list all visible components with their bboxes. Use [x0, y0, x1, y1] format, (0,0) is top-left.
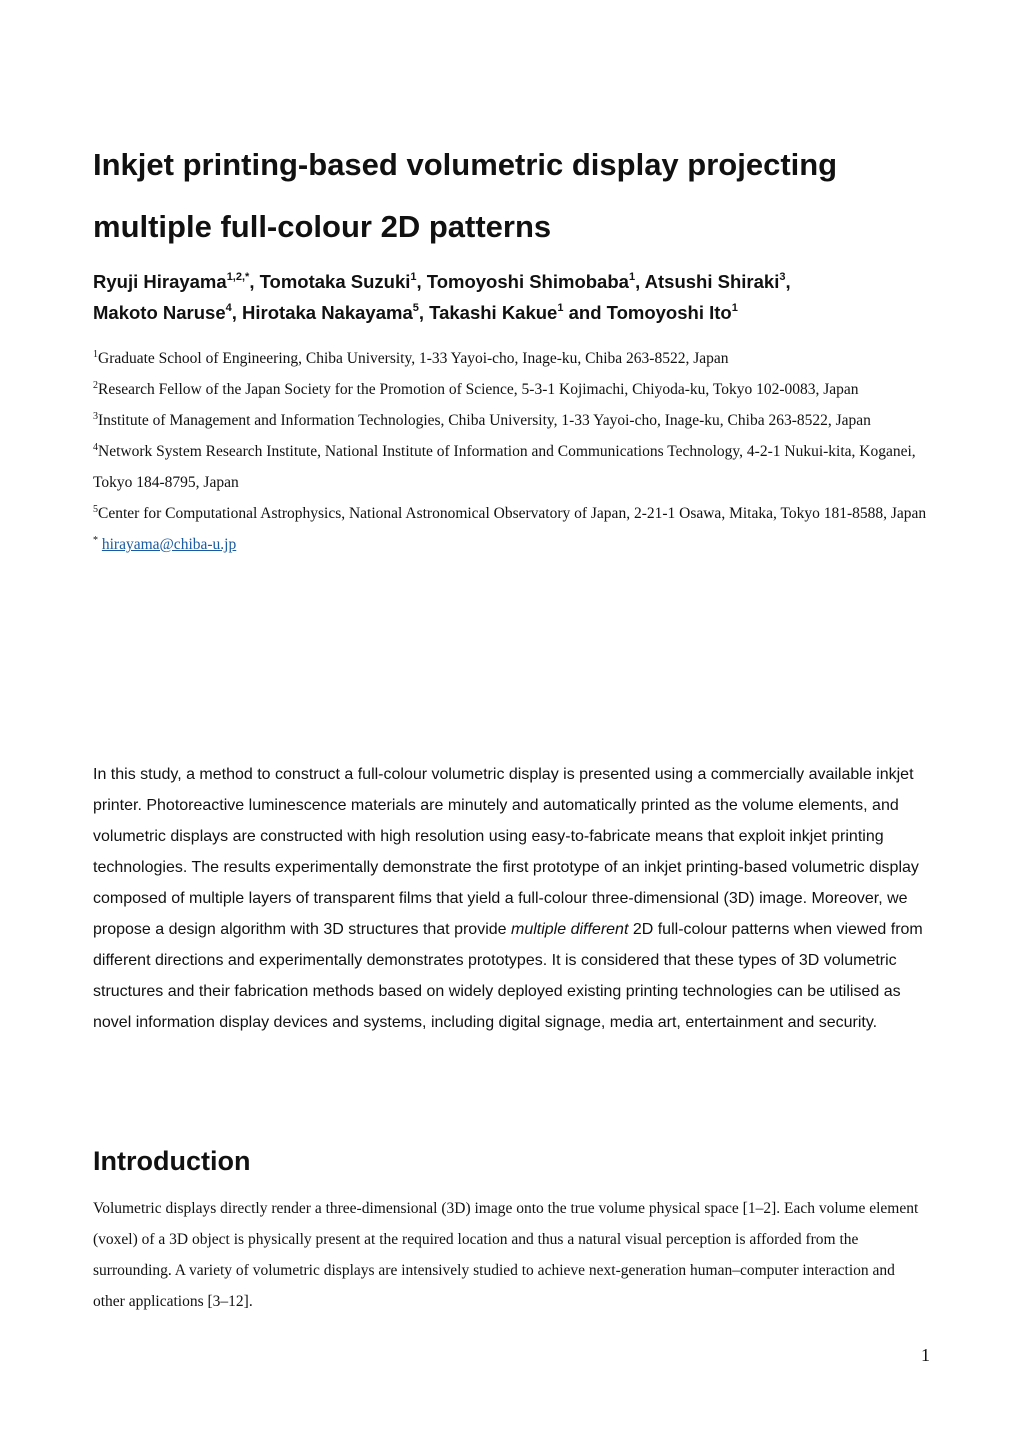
author-name: Makoto Naruse [93, 302, 226, 323]
author-name: Tomotaka Suzuki [259, 271, 411, 292]
affiliation-text: Research Fellow of the Japan Society for the Promotion of Science, 5-3-1 Kojimachi, Chiyoda-ku, Tokyo 102-0083, Japan [98, 381, 859, 398]
correspondence-line [93, 529, 933, 560]
affiliation-item [93, 498, 933, 529]
author-affiliation-mark: 5 [412, 302, 419, 314]
affiliation-list [93, 343, 933, 560]
affiliation-text: Graduate School of Engineering, Chiba University, 1-33 Yayoi-cho, Inage-ku, Chiba 263-8522, Japan [98, 350, 729, 367]
affiliation-item [93, 374, 933, 405]
section-heading-introduction: Introduction [93, 1146, 251, 1176]
author-affiliation-mark: 1,2,* [226, 271, 250, 283]
affiliation-number: 2 [93, 380, 98, 391]
affiliation-text: Network System Research Institute, National Institute of Information and Communications Technology, 4-2-1 Nukui-kita, Koganei, Tokyo 184-8795, Japan [93, 443, 916, 491]
paper-title: Inkjet printing-based volumetric display projecting multiple full-colour 2D patterns [93, 147, 838, 244]
author-affiliation-mark: 3 [779, 271, 786, 283]
author-affiliation-mark: 1 [410, 271, 417, 283]
affiliation-number: 4 [93, 442, 98, 453]
abstract [93, 759, 938, 1038]
author-name: Tomoyoshi Shimobaba [426, 271, 629, 292]
author-affiliation-mark: 1 [628, 271, 636, 283]
author-separator: , [249, 271, 260, 292]
affiliation-number: 3 [93, 411, 98, 422]
author-separator: , [416, 271, 427, 292]
author-name: Atsushi Shiraki [644, 271, 780, 292]
author-separator: , [635, 271, 645, 292]
introduction-body [93, 1193, 923, 1317]
author-name: Takashi Kakue [429, 302, 558, 323]
author-affiliation-mark: 1 [557, 302, 564, 314]
affiliation-text: Institute of Management and Information Technologies, Chiba University, 1-33 Yayoi-cho, Inage-ku, Chiba 263-8522, Japan [98, 412, 871, 429]
author-name: Ryuji Hirayama [93, 271, 227, 292]
abstract-emphasis: multiple different [511, 921, 629, 938]
page-number: 1 [921, 1345, 930, 1365]
abstract-text-continued: 2D full-colour patterns when viewed from different directions and experimentally demonstrates prototypes. It is considered that these types of 3D volumetric structures and their fabrication methods based on widely deployed existing printing technologies can be utilised as novel information display devices and systems, including digital signage, media art, entertainment and security. [93, 921, 923, 1031]
author-affiliation-mark: 1 [731, 302, 738, 314]
affiliation-text: Center for Computational Astrophysics, National Astronomical Observatory of Japan, 2-21-1 Osawa, Mitaka, Tokyo 181-8588, Japan [98, 505, 927, 522]
affiliation-item [93, 405, 933, 436]
affiliation-item [93, 436, 933, 498]
author-separator: and [563, 302, 607, 323]
author-separator: , [418, 302, 430, 323]
affiliation-number: 1 [93, 349, 98, 360]
abstract-paragraph [93, 759, 938, 1038]
author-name: Hirotaka Nakayama [242, 302, 413, 323]
author-separator: , [785, 271, 791, 292]
correspondence-mark: * [93, 535, 98, 546]
email-link[interactable]: hirayama@chiba-u.jp [101, 536, 237, 553]
author-name: Tomoyoshi Ito [606, 302, 732, 323]
abstract-text: In this study, a method to construct a full-colour volumetric display is presented using a commercially available inkjet printer. Photoreactive luminescence materials are minutely and automatically printed as the volume elements, and volumetric displays are constructed with high resolution using easy-to-fabricate means that exploit inkjet printing technologies. The results experimentally demonstrate the first prototype of an inkjet printing-based volumetric display composed of multiple layers of transparent films that yield a full-colour three-dimensional (3D) image. Moreover, we propose a design algorithm with 3D structures that provide [93, 766, 919, 938]
affiliation-number: 5 [93, 504, 98, 515]
introduction-paragraph: Volumetric displays directly render a three-dimensional (3D) image onto the true volume physical space [1–2]. Each volume element (voxel) of a 3D object is physically present at the required location and thus a natural visual perception is afforded from the surrounding. A variety of volumetric displays are intensively studied to achieve next-generation human–computer interaction and other applications [3–12]. [93, 1200, 919, 1310]
author-separator: , [231, 302, 243, 323]
affiliation-item [93, 343, 933, 374]
author-affiliation-mark: 4 [225, 302, 232, 314]
author-list [93, 266, 953, 328]
